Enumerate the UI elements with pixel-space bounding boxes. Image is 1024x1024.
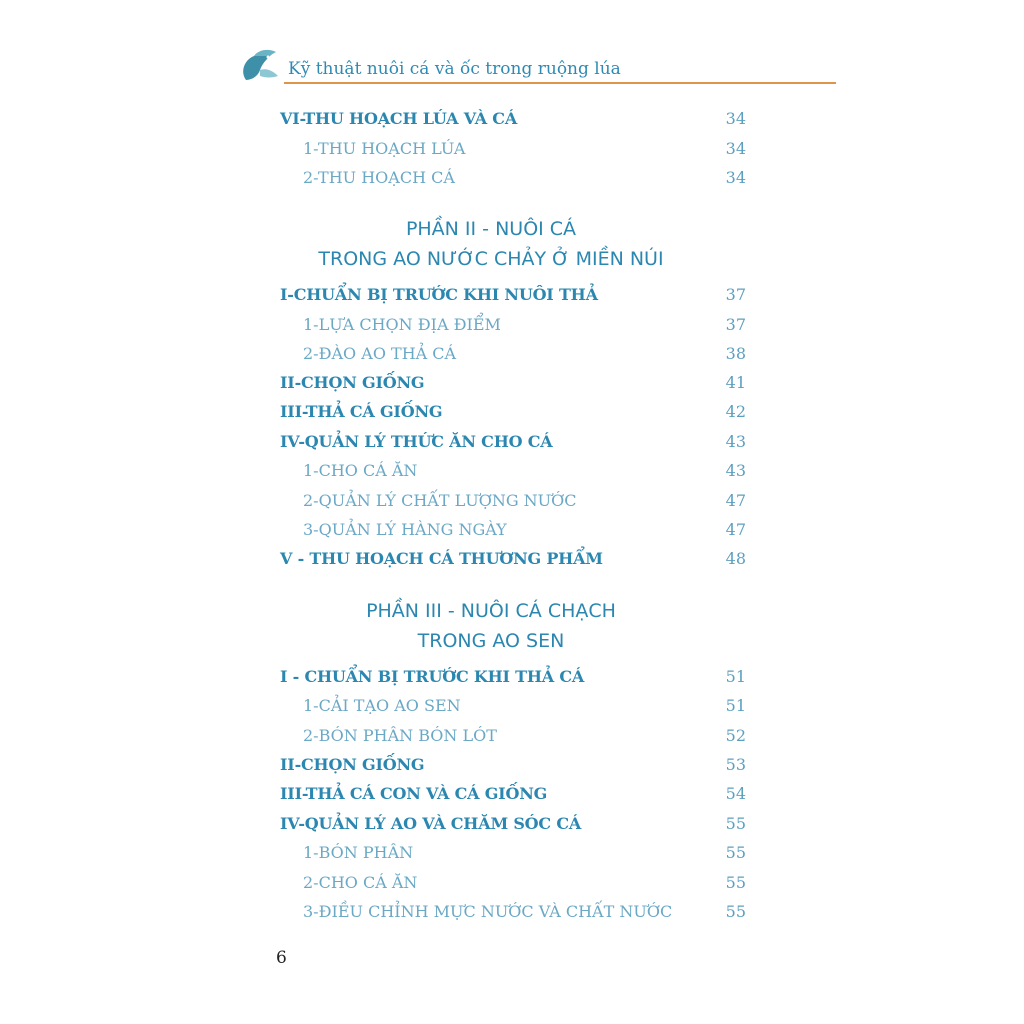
toc-entry-page: 37: [725, 315, 746, 334]
toc-entry[interactable]: [280, 342, 746, 366]
toc-entry-label: 2-QUẢN LÝ CHẤT LƯỢNG NƯỚC: [303, 491, 577, 510]
toc-entry-label: III-THẢ CÁ CON VÀ CÁ GIỐNG: [280, 784, 548, 803]
toc-entry-label: 2-BÓN PHÂN BÓN LÓT: [303, 726, 497, 745]
toc-entry[interactable]: [280, 694, 746, 718]
running-header: [238, 46, 836, 86]
toc-entry-page: 34: [725, 139, 746, 158]
toc-entry-label: IV-QUẢN LÝ THỨC ĂN CHO CÁ: [280, 432, 553, 451]
header-rule: [284, 82, 836, 84]
part-heading-line: PHẦN II - NUÔI CÁ: [405, 218, 577, 240]
toc-entry[interactable]: [280, 459, 746, 483]
toc-entry[interactable]: [280, 812, 746, 836]
toc-entry-page: 51: [725, 667, 746, 686]
toc-entry[interactable]: [280, 753, 746, 777]
toc-entry[interactable]: [280, 137, 746, 161]
toc-entry[interactable]: [280, 900, 746, 924]
toc-entry-page: 38: [725, 344, 746, 363]
toc-entry-page: 42: [725, 402, 746, 421]
part-heading-line: TRONG AO NƯỚC CHẢY Ở MIỀN NÚI: [318, 248, 664, 270]
book-title: Kỹ thuật nuôi cá và ốc trong ruộng lúa: [288, 59, 621, 79]
toc-entry-label: 1-CHO CÁ ĂN: [303, 461, 418, 480]
toc-entry[interactable]: [280, 841, 746, 865]
page-number: 6: [276, 948, 287, 968]
toc-entry-page: 55: [725, 843, 746, 862]
toc-entry[interactable]: [280, 313, 746, 337]
toc-entry-label: 3-ĐIỀU CHỈNH MỰC NƯỚC VÀ CHẤT NƯỚC: [303, 902, 673, 921]
toc-entry-label: II-CHỌN GIỐNG: [280, 373, 425, 392]
part-heading-line: PHẦN III - NUÔI CÁ CHẠCH: [366, 600, 616, 622]
toc-entry-label: V - THU HOẠCH CÁ THƯƠNG PHẨM: [280, 549, 603, 568]
toc-entry[interactable]: [280, 371, 746, 395]
toc-entry-label: II-CHỌN GIỐNG: [280, 755, 425, 774]
toc-entry-page: 55: [725, 814, 746, 833]
toc-entry-page: 47: [725, 491, 746, 510]
toc-entry-label: I - CHUẨN BỊ TRƯỚC KHI THẢ CÁ: [280, 667, 585, 686]
toc-entry[interactable]: [280, 430, 746, 454]
toc-entry-label: I-CHUẨN BỊ TRƯỚC KHI NUÔI THẢ: [280, 285, 598, 304]
toc-entry-page: 55: [725, 873, 746, 892]
toc-entry-label: 1-BÓN PHÂN: [303, 843, 414, 862]
toc-entry[interactable]: [280, 166, 746, 190]
toc-entry[interactable]: [280, 871, 746, 895]
toc-entry-page: 48: [725, 549, 746, 568]
toc-entry[interactable]: [280, 518, 746, 542]
toc-entry-page: 53: [725, 755, 746, 774]
toc-entry-label: IV-QUẢN LÝ AO VÀ CHĂM SÓC CÁ: [280, 814, 582, 833]
toc-entry[interactable]: [280, 107, 746, 131]
toc-entry-label: 1-THU HOẠCH LÚA: [303, 139, 466, 158]
toc-entry[interactable]: [280, 665, 746, 689]
toc-entry-page: 37: [725, 285, 746, 304]
toc-entry[interactable]: [280, 782, 746, 806]
toc-entry-page: 34: [725, 168, 746, 187]
toc-entry-label: VI-THU HOẠCH LÚA VÀ CÁ: [280, 109, 518, 128]
toc-entry-page: 51: [725, 696, 746, 715]
toc-entry-label: 1-LỰA CHỌN ĐỊA ĐIỂM: [303, 315, 501, 334]
toc-entry-label: 2-THU HOẠCH CÁ: [303, 168, 455, 187]
toc-entry-page: 47: [725, 520, 746, 539]
part-heading: [280, 596, 702, 656]
toc-entry[interactable]: [280, 400, 746, 424]
toc-entry-label: 2-CHO CÁ ĂN: [303, 873, 418, 892]
toc-entry-page: 55: [725, 902, 746, 921]
toc-entry[interactable]: [280, 283, 746, 307]
toc-entry-label: 3-QUẢN LÝ HÀNG NGÀY: [303, 520, 507, 539]
toc-entry[interactable]: [280, 724, 746, 748]
toc-entry-label: 2-ĐÀO AO THẢ CÁ: [303, 344, 457, 363]
toc-entry-label: 1-CẢI TẠO AO SEN: [303, 696, 461, 715]
part-heading: [280, 214, 702, 274]
part-heading-line: TRONG AO SEN: [417, 630, 565, 652]
toc-entry[interactable]: [280, 547, 746, 571]
toc-entry-label: III-THẢ CÁ GIỐNG: [280, 402, 443, 421]
toc-entry-page: 54: [725, 784, 746, 803]
toc-entry-page: 41: [725, 373, 746, 392]
toc-entry[interactable]: [280, 489, 746, 513]
toc-entry-page: 34: [725, 109, 746, 128]
toc-entry-page: 43: [725, 461, 746, 480]
fish-logo-icon: [238, 46, 282, 86]
toc-entry-page: 43: [725, 432, 746, 451]
toc-entry-page: 52: [725, 726, 746, 745]
